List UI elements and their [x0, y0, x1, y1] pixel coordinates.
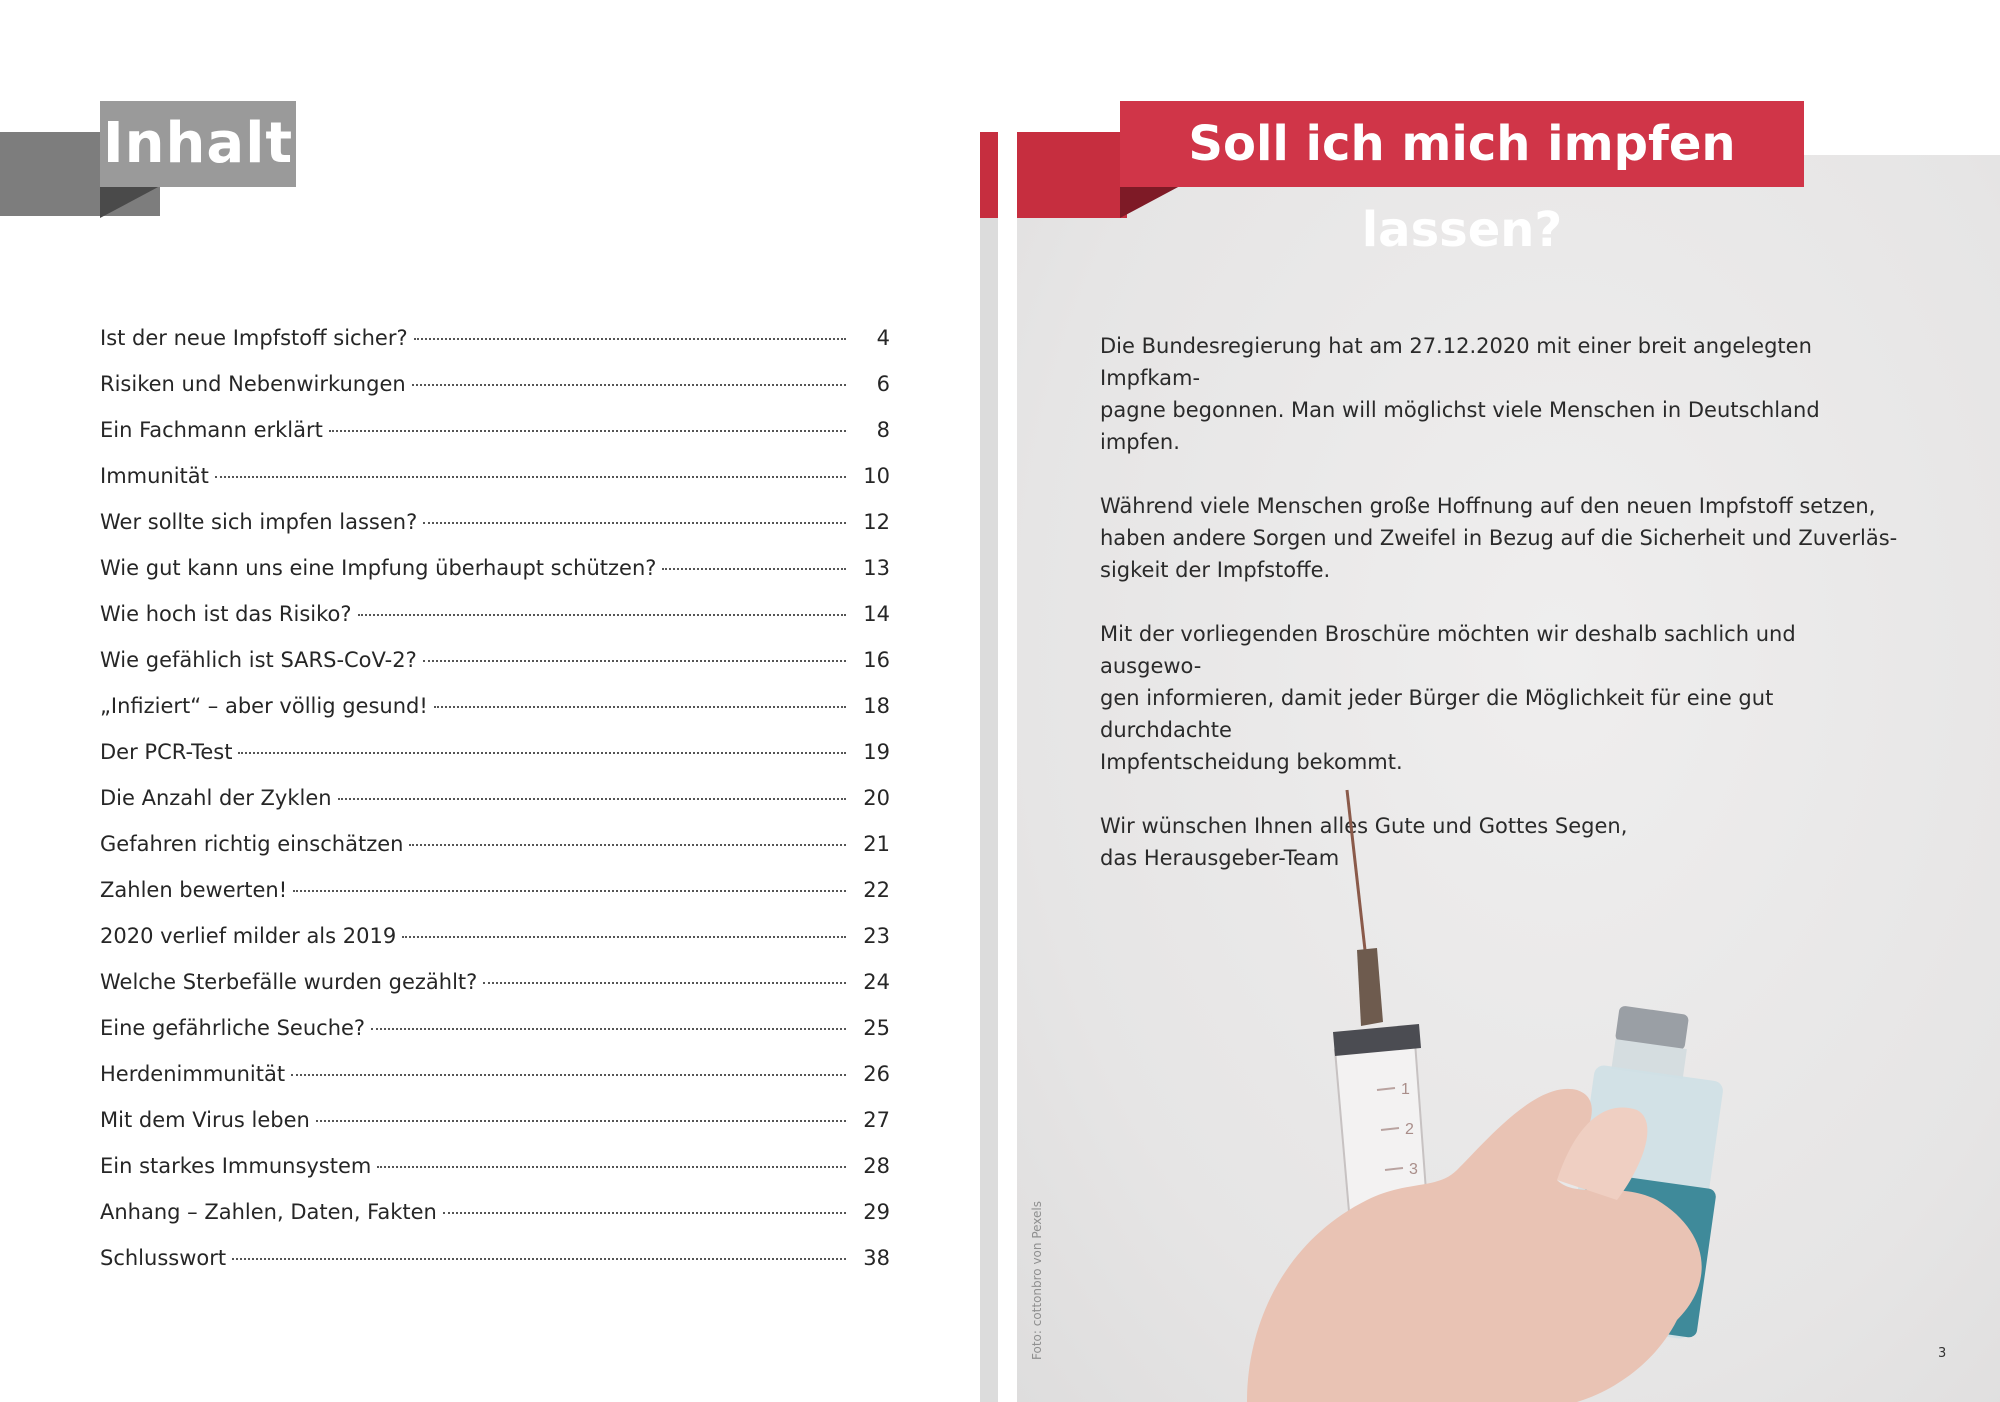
toc-entry-page: 16	[863, 648, 890, 672]
toc-leader-dots	[443, 1212, 846, 1214]
toc-entry-title: Schlusswort	[100, 1246, 227, 1270]
toc-entry[interactable]	[100, 1200, 890, 1246]
toc-entry[interactable]	[100, 740, 890, 786]
toc-entry-title: Anhang – Zahlen, Daten, Fakten	[100, 1200, 437, 1224]
toc-entry-page: 14	[863, 602, 890, 626]
toc-entry-page: 4	[876, 326, 890, 350]
toc-entry-page: 24	[863, 970, 890, 994]
toc-entry[interactable]	[100, 602, 890, 648]
toc-leader-dots	[338, 798, 846, 800]
toc-entry-title: Immunität	[100, 464, 209, 488]
toc-entry-page: 6	[876, 372, 890, 396]
toc-leader-dots	[293, 890, 846, 892]
toc-entry-page: 29	[863, 1200, 890, 1224]
toc-entry-page: 8	[876, 418, 890, 442]
toc-entry[interactable]	[100, 464, 890, 510]
toc-leader-dots	[377, 1166, 846, 1168]
toc-leader-dots	[423, 522, 846, 524]
syringe-vial-photo	[1017, 760, 1817, 1402]
needle	[1347, 790, 1365, 950]
toc-entry-title: Wie gefählich ist SARS-CoV-2?	[100, 648, 417, 672]
toc-entry-title: Die Anzahl der Zyklen	[100, 786, 332, 810]
toc-leader-dots	[409, 844, 846, 846]
toc-entry-page: 18	[863, 694, 890, 718]
toc-entry[interactable]	[100, 1246, 890, 1292]
toc-leader-dots	[412, 384, 846, 386]
toc-entry-page: 19	[863, 740, 890, 764]
toc-leader-dots	[662, 568, 846, 570]
left-page	[0, 0, 980, 1402]
toc-leader-dots	[434, 706, 846, 708]
intro-paragraph-1	[1100, 330, 1900, 458]
toc-leader-dots	[414, 338, 846, 340]
intro-paragraph-3	[1100, 618, 1900, 778]
toc-leader-dots	[371, 1028, 846, 1030]
toc-entry-page: 10	[863, 464, 890, 488]
toc-entry-title: Wie gut kann uns eine Impfung überhaupt schützen?	[100, 556, 657, 580]
intro-line: Wir wünschen Ihnen alles Gute und Gottes Segen,	[1100, 814, 1628, 838]
toc-entry[interactable]	[100, 556, 890, 602]
toc-entry[interactable]	[100, 786, 890, 832]
intro-line: Während viele Menschen große Hoffnung auf den neuen Impfstoff setzen,	[1100, 494, 1876, 518]
toc-leader-dots	[358, 614, 846, 616]
needle-hub	[1357, 948, 1383, 1026]
intro-line: Die Bundesregierung hat am 27.12.2020 mit einer breit angelegten Impfkam-	[1100, 334, 1812, 390]
toc-entry[interactable]	[100, 924, 890, 970]
toc-leader-dots	[483, 982, 846, 984]
syringe-mark: 2	[1405, 1121, 1414, 1138]
toc-leader-dots	[402, 936, 846, 938]
toc-entry-page: 13	[863, 556, 890, 580]
intro-line: Mit der vorliegenden Broschüre möchten wir deshalb sachlich und ausgewo-	[1100, 622, 1796, 678]
toc-entry[interactable]	[100, 648, 890, 694]
toc-entry-title: Ein Fachmann erklärt	[100, 418, 323, 442]
toc-entry[interactable]	[100, 1016, 890, 1062]
toc-entry-title: Risiken und Nebenwirkungen	[100, 372, 406, 396]
toc-entry-page: 12	[863, 510, 890, 534]
page-title: Soll ich mich impfen lassen?	[1120, 101, 1804, 187]
gutter-accent	[980, 132, 998, 218]
toc-entry-title: Herdenimmunität	[100, 1062, 286, 1086]
intro-line: das Herausgeber-Team	[1100, 846, 1340, 870]
intro-line: pagne begonnen. Man will möglichst viele Menschen in Deutschland impfen.	[1100, 398, 1820, 454]
toc-leader-dots	[215, 476, 846, 478]
headline-fold	[1120, 186, 1180, 218]
toc-entry-title: Ist der neue Impfstoff sicher?	[100, 326, 408, 350]
toc-entry-page: 28	[863, 1154, 890, 1178]
heading-fold	[100, 186, 160, 218]
toc-entry-page: 25	[863, 1016, 890, 1040]
toc-entry-title: Gefahren richtig einschätzen	[100, 832, 404, 856]
toc-leader-dots	[238, 752, 846, 754]
intro-paragraph-2	[1100, 490, 1900, 586]
toc-leader-dots	[291, 1074, 846, 1076]
toc-entry-title: Wie hoch ist das Risiko?	[100, 602, 352, 626]
toc-entry-title: Der PCR-Test	[100, 740, 233, 764]
toc-entry-page: 38	[863, 1246, 890, 1270]
toc-leader-dots	[329, 430, 846, 432]
syringe-mark: 1	[1401, 1081, 1410, 1098]
table-of-contents	[100, 326, 890, 1292]
photo-credit: Foto: cottonbro von Pexels	[1030, 1200, 1044, 1360]
toc-entry-title: Wer sollte sich impfen lassen?	[100, 510, 418, 534]
intro-line: gen informieren, damit jeder Bürger die Möglichkeit für eine gut durchdachte	[1100, 686, 1774, 742]
toc-entry-page: 27	[863, 1108, 890, 1132]
toc-entry[interactable]	[100, 372, 890, 418]
toc-entry[interactable]	[100, 326, 890, 372]
toc-entry-page: 21	[863, 832, 890, 856]
intro-line: haben andere Sorgen und Zweifel in Bezug auf die Sicherheit und Zuverläs-	[1100, 526, 1898, 550]
toc-entry-page: 26	[863, 1062, 890, 1086]
toc-entry[interactable]	[100, 694, 890, 740]
headline-band	[1017, 132, 1127, 218]
toc-entry[interactable]	[100, 832, 890, 878]
intro-line: Impfentscheidung bekommt.	[1100, 750, 1403, 774]
toc-entry[interactable]	[100, 1154, 890, 1200]
toc-entry-title: Ein starkes Immunsystem	[100, 1154, 372, 1178]
toc-entry-page: 22	[863, 878, 890, 902]
gutter-strip	[980, 218, 998, 1402]
toc-entry[interactable]	[100, 418, 890, 464]
toc-heading: Inhalt	[100, 101, 296, 187]
toc-entry-title: Eine gefährliche Seuche?	[100, 1016, 366, 1040]
intro-line: sigkeit der Impfstoffe.	[1100, 558, 1331, 582]
toc-entry-title: Mit dem Virus leben	[100, 1108, 310, 1132]
toc-entry-title: „Infiziert“ – aber völlig gesund!	[100, 694, 428, 718]
toc-leader-dots	[423, 660, 846, 662]
toc-entry-title: Zahlen bewerten!	[100, 878, 288, 902]
toc-entry[interactable]	[100, 878, 890, 924]
toc-entry[interactable]	[100, 1062, 890, 1108]
toc-leader-dots	[232, 1258, 846, 1260]
toc-entry-page: 23	[863, 924, 890, 948]
toc-entry[interactable]	[100, 510, 890, 556]
page-number: 3	[1938, 1346, 1947, 1361]
syringe-mark: 3	[1409, 1161, 1418, 1178]
toc-entry[interactable]	[100, 1108, 890, 1154]
toc-entry-page: 20	[863, 786, 890, 810]
toc-entry-title: Welche Sterbefälle wurden gezählt?	[100, 970, 478, 994]
toc-entry-title: 2020 verlief milder als 2019	[100, 924, 397, 948]
toc-leader-dots	[316, 1120, 846, 1122]
toc-entry[interactable]	[100, 970, 890, 1016]
